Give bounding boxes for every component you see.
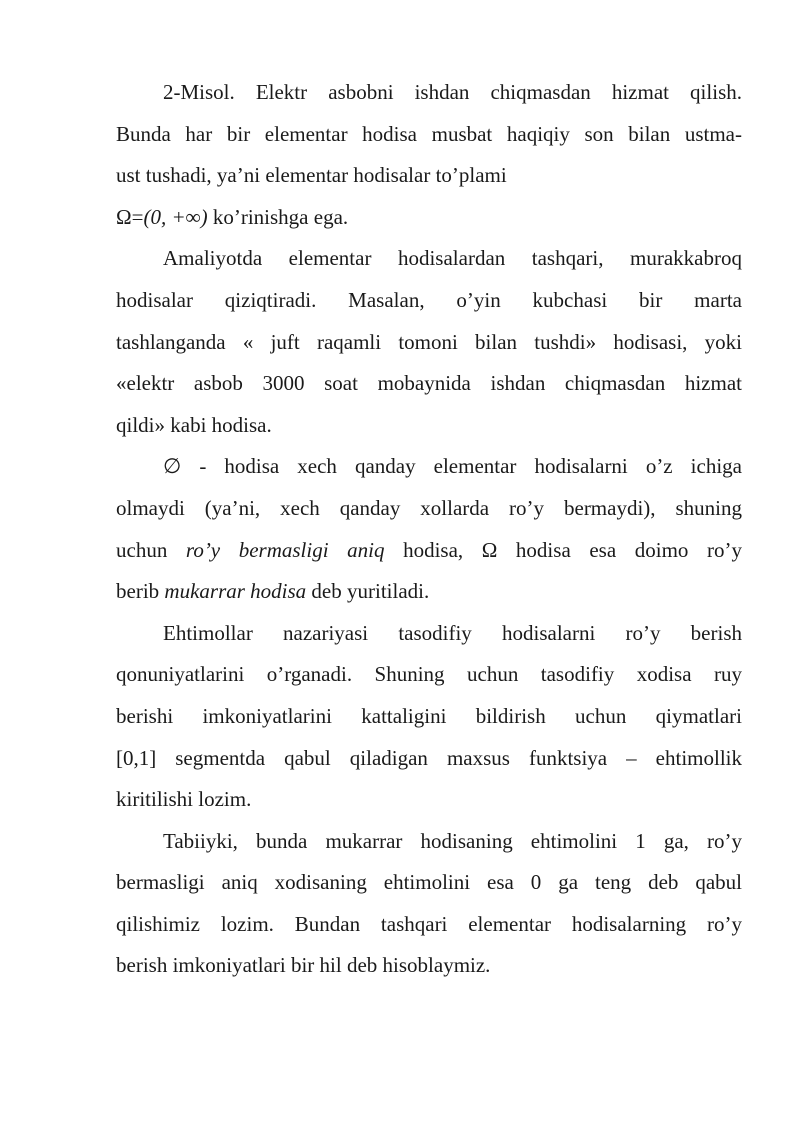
equals-sign: = bbox=[131, 204, 144, 229]
text-line: qildi» kabi hodisa. bbox=[116, 412, 272, 437]
text-line: ust tushadi, ya’ni elementar hodisalar to’plami bbox=[116, 163, 507, 188]
text-line bbox=[116, 530, 742, 572]
paragraph-complex-events bbox=[116, 238, 742, 446]
italic-term-certain-event: mukarrar hodisa bbox=[164, 579, 307, 604]
text-line: Bunda har bir elementar hodisa musbat haqiqiy son bilan ustma- bbox=[116, 121, 742, 146]
text-fragment: deb yuritiladi. bbox=[306, 579, 430, 604]
text-line: bermasligi aniq xodisaning ehtimolini esa 0 ga teng deb qabul bbox=[116, 870, 742, 895]
text-line: [0,1] segmentda qabul qiladigan maxsus funktsiya – ehtimollik bbox=[116, 745, 742, 770]
italic-term-impossible-event: ro’y bermasligi aniq bbox=[185, 537, 385, 562]
text-line: «elektr asbob 3000 soat mobaynida ishdan chiqmasdan hizmat bbox=[116, 371, 742, 396]
text-line: 2-Misol. Elektr asbobni ishdan chiqmasdan hizmat qilish. bbox=[163, 80, 742, 104]
text-line: qonuniyatlarini o’rganadi. Shuning uchun tasodifiy xodisa ruy bbox=[116, 662, 742, 687]
text-line: Tabiiyki, bunda mukarrar hodisaning ehtimolini 1 ga, ro’y bbox=[163, 828, 742, 853]
text-line: tashlanganda « juft raqamli tomoni bilan tushdi» hodisasi, yoki bbox=[116, 329, 742, 354]
text-line: olmaydi (ya’ni, xech qanday xollarda ro’y bermaydi), shuning bbox=[116, 495, 742, 520]
text-line bbox=[116, 571, 742, 613]
text-fragment: berib bbox=[116, 579, 165, 604]
text-line: berishi imkoniyatlarini kattaligini bildirish uchun qiymatlari bbox=[116, 703, 742, 728]
text-line: hodisalar qiziqtiradi. Masalan, o’yin kubchasi bir marta bbox=[116, 287, 742, 312]
text-line: qilishimiz lozim. Bundan tashqari elementar hodisalarning ro’y bbox=[116, 911, 742, 936]
interval-expression: (0, +∞) bbox=[143, 204, 208, 229]
text-line-omega-definition bbox=[116, 197, 742, 239]
paragraph-example-2 bbox=[116, 72, 742, 238]
text-line: ∅ - hodisa xech qanday elementar hodisalarni o’z ichiga bbox=[163, 454, 742, 479]
text-fragment: ko’rinishga ega. bbox=[207, 204, 349, 229]
text-body bbox=[116, 72, 742, 987]
text-line: Amaliyotda elementar hodisalardan tashqari, murakkabroq bbox=[163, 246, 742, 271]
paragraph-empty-event bbox=[116, 446, 742, 612]
text-fragment: hodisa, Ω hodisa esa doimo ro’y bbox=[384, 537, 742, 562]
text-fragment: uchun bbox=[116, 537, 186, 562]
text-line: berish imkoniyatlari bir hil deb hisoblaymiz. bbox=[116, 953, 491, 978]
paragraph-probability-values bbox=[116, 821, 742, 987]
text-line: Ehtimollar nazariyasi tasodifiy hodisalarni ro’y berish bbox=[163, 620, 742, 645]
paragraph-probability-theory bbox=[116, 613, 742, 821]
omega-symbol: Ω bbox=[116, 204, 132, 229]
text-line: kiritilishi lozim. bbox=[116, 787, 252, 812]
